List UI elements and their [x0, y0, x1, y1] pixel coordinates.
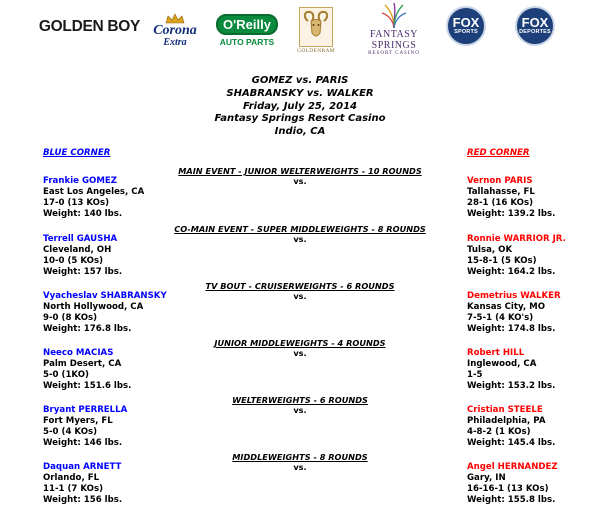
fighter-record: 1-5 [467, 370, 483, 380]
blue-fighter [43, 176, 144, 220]
ram-head-icon [299, 7, 333, 47]
red-fighter [467, 462, 558, 506]
fighter-hometown: Philadelphia, PA [467, 416, 546, 426]
bout-title: MIDDLEWEIGHTS - 8 ROUNDS [232, 452, 368, 462]
fighter-weight: Weight: 140 lbs. [43, 209, 123, 219]
fighter-record: 16-16-1 (13 KOs) [467, 484, 549, 494]
goldenram-logo [290, 0, 342, 60]
red-corner-label: RED CORNER [467, 148, 530, 158]
fighter-name: Bryant PERRELLA [43, 405, 128, 415]
fighter-record: 10-0 (5 KOs) [43, 256, 104, 266]
golden-boy-logo-text: GOLDEN BOY [38, 18, 141, 35]
fighter-name: Daquan ARNETT [43, 462, 122, 472]
blue-fighter [43, 405, 127, 449]
fighter-record: 5-0 (1KO) [43, 370, 89, 380]
event-header [0, 75, 600, 139]
vs-label: vs. [293, 291, 307, 301]
blue-fighter [43, 291, 167, 335]
corona-logo-name: Corona [153, 22, 197, 38]
red-fighter [467, 234, 566, 278]
fantasy-springs-logo-name: FANTASY SPRINGS [369, 29, 419, 51]
red-fighter [467, 348, 555, 392]
fighter-weight: Weight: 164.2 lbs. [467, 267, 556, 277]
red-fighter [467, 291, 561, 335]
fighter-name: Demetrius WALKER [467, 291, 561, 301]
corona-logo [150, 0, 200, 60]
headline-main-event: GOMEZ vs. PARIS [251, 75, 349, 86]
fighter-weight: Weight: 174.8 lbs. [467, 324, 556, 334]
fighter-name: Terrell GAUSHA [43, 234, 118, 244]
fantasy-springs-logo-sub: RESORT CASINO [368, 51, 420, 56]
fighter-name: Vernon PARIS [467, 176, 533, 186]
fighter-record: 4-8-2 (1 KOs) [467, 427, 531, 437]
fighter-hometown: Orlando, FL [43, 473, 100, 483]
fighter-record: 15-8-1 (5 KOs) [467, 256, 537, 266]
vs-label: vs. [293, 176, 307, 186]
fighter-hometown: Palm Desert, CA [43, 359, 122, 369]
blue-corner-label: BLUE CORNER [43, 148, 111, 158]
event-venue: Fantasy Springs Resort Casino [214, 113, 386, 125]
bout-3 [0, 281, 600, 339]
fountain-icon [379, 3, 409, 29]
fighter-record: 7-5-1 (4 KO's) [467, 313, 534, 323]
fighter-weight: Weight: 151.6 lbs. [43, 381, 132, 391]
fighter-hometown: Tulsa, OK [467, 245, 513, 255]
sponsor-logo-strip [0, 0, 600, 62]
goldenram-logo-text: GOLDENRAM [297, 47, 335, 54]
fighter-weight: Weight: 139.2 lbs. [467, 209, 556, 219]
fox-deportes-logo-name: FOX [521, 14, 549, 30]
fighter-weight: Weight: 155.8 lbs. [467, 495, 556, 505]
vs-label: vs. [293, 405, 307, 415]
blue-fighter [43, 234, 122, 278]
bout-5 [0, 395, 600, 453]
crown-icon [165, 13, 185, 24]
fighter-hometown: Kansas City, MO [467, 302, 546, 312]
vs-label: vs. [293, 348, 307, 358]
fighter-hometown: East Los Angeles, CA [43, 187, 145, 197]
fantasy-springs-logo [354, 0, 434, 60]
fighter-weight: Weight: 156 lbs. [43, 495, 123, 505]
fighter-name: Angel HERNANDEZ [467, 462, 558, 472]
fighter-hometown: Tallahasse, FL [467, 187, 535, 197]
fox-sports-logo [446, 6, 486, 46]
bout-title: TV BOUT - CRUISERWEIGHTS - 6 ROUNDS [205, 281, 395, 291]
fighter-name: Neeco MACIAS [43, 348, 114, 358]
blue-fighter [43, 348, 131, 392]
fox-deportes-logo [515, 6, 555, 46]
bout-title: WELTERWEIGHTS - 6 ROUNDS [232, 395, 368, 405]
golden-boy-logo [36, 14, 143, 40]
red-fighter [467, 405, 555, 449]
fighter-hometown: Cleveland, OH [43, 245, 112, 255]
oreilly-logo [214, 0, 280, 60]
fighter-weight: Weight: 157 lbs. [43, 267, 123, 277]
fighter-weight: Weight: 176.8 lbs. [43, 324, 132, 334]
bout-title: JUNIOR MIDDLEWEIGHTS - 4 ROUNDS [214, 338, 386, 348]
fighter-weight: Weight: 145.4 lbs. [467, 438, 556, 448]
fighter-record: 17-0 (13 KOs) [43, 198, 109, 208]
bout-2 [0, 224, 600, 282]
blue-fighter [43, 462, 122, 506]
oreilly-logo-name: O'Reilly [216, 14, 278, 35]
fox-sports-logo-name: FOX [452, 14, 480, 30]
fox-deportes-logo-sub: DEPORTES [519, 28, 551, 35]
vs-label: vs. [293, 234, 307, 244]
fighter-name: Frankie GOMEZ [43, 176, 117, 186]
red-fighter [467, 176, 555, 220]
fighter-weight: Weight: 146 lbs. [43, 438, 123, 448]
fighter-hometown: North Hollywood, CA [43, 302, 144, 312]
corona-logo-sub: Extra [163, 36, 187, 48]
bout-1 [0, 166, 600, 224]
bout-title: MAIN EVENT - JUNIOR WELTERWEIGHTS - 10 ROUNDS [178, 166, 422, 176]
fighter-hometown: Inglewood, CA [467, 359, 537, 369]
fighter-name: Ronnie WARRIOR JR. [467, 234, 566, 244]
bout-4 [0, 338, 600, 396]
vs-label: vs. [293, 462, 307, 472]
fighter-record: 28-1 (16 KOs) [467, 198, 533, 208]
fighter-record: 9-0 (8 KOs) [43, 313, 98, 323]
event-date: Friday, July 25, 2014 [242, 100, 357, 112]
headline-co-main-event: SHABRANSKY vs. WALKER [226, 87, 374, 99]
fox-sports-logo-sub: SPORTS [454, 28, 478, 35]
fighter-record: 11-1 (7 KOs) [43, 484, 104, 494]
fighter-record: 5-0 (4 KOs) [43, 427, 98, 437]
fighter-hometown: Gary, IN [467, 473, 506, 483]
bout-title: CO-MAIN EVENT - SUPER MIDDLEWEIGHTS - 8 ROUNDS [174, 224, 426, 234]
event-location: Indio, CA [274, 126, 326, 138]
fighter-hometown: Fort Myers, FL [43, 416, 113, 426]
fighter-name: Robert HILL [467, 348, 525, 358]
fighter-name: Vyacheslav SHABRANSKY [43, 291, 167, 301]
fighter-weight: Weight: 153.2 lbs. [467, 381, 556, 391]
oreilly-logo-sub: AUTO PARTS [219, 36, 275, 47]
fighter-name: Cristian STEELE [467, 405, 543, 415]
bout-6 [0, 452, 600, 509]
